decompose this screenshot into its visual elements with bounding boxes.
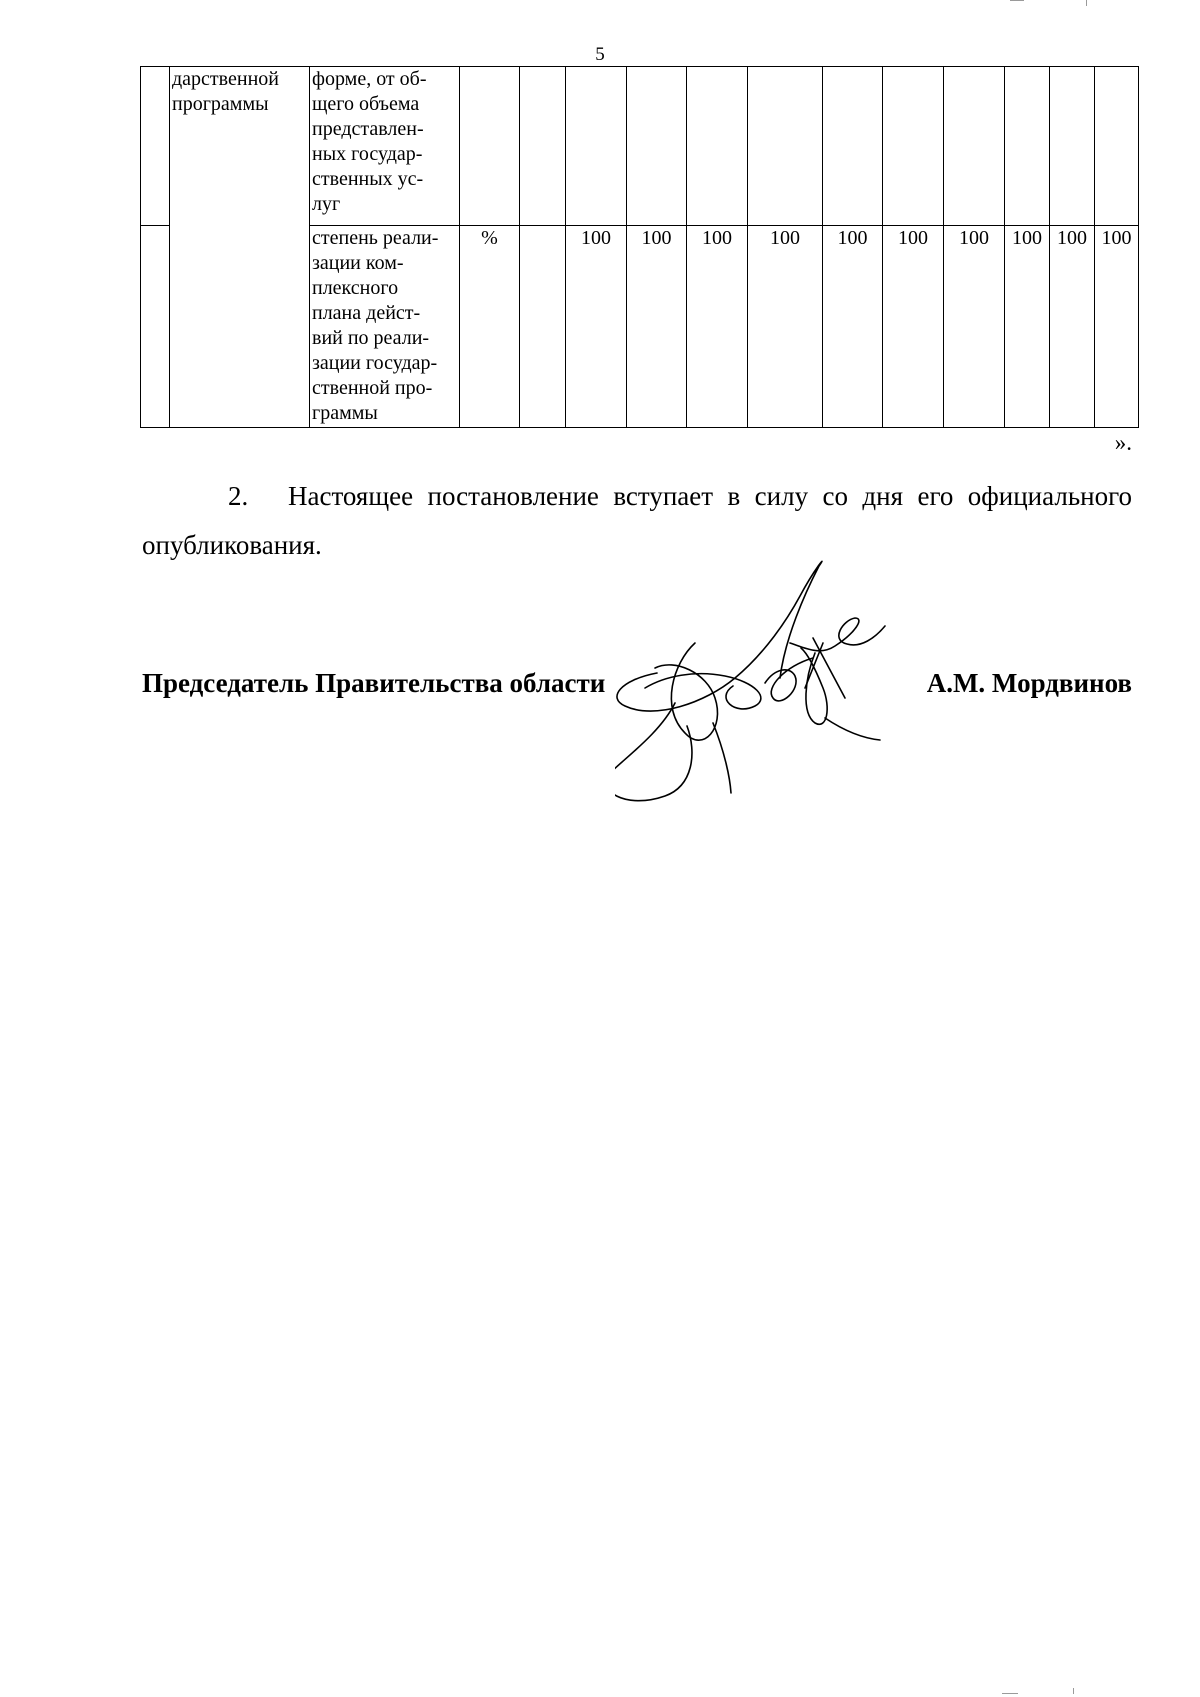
table-cell	[141, 226, 170, 428]
indicators-table	[140, 66, 1139, 428]
value-cell	[687, 67, 748, 226]
paragraph-text: Настоящее постановление вступает в силу со дня его официального опубликования.	[142, 481, 1132, 560]
value-cell: 100	[823, 226, 883, 428]
value-cell	[823, 67, 883, 226]
value-cell: 100	[627, 226, 687, 428]
value-cell: 100	[687, 226, 748, 428]
indicator-cell: степень реали- зации ком- плексного плана дейст- вий по реали- зации государ- ственной про- граммы	[310, 226, 460, 428]
handwritten-signature	[615, 548, 915, 808]
value-cell: 100	[748, 226, 823, 428]
signatory-name: А.М. Мордвинов	[926, 668, 1132, 698]
value-cell	[1005, 67, 1050, 226]
indicator-cell: форме, от об- щего объема представлен- ных государ- ственных ус- луг	[310, 67, 460, 226]
unit-cell	[460, 67, 520, 226]
value-cell: 100	[1095, 226, 1139, 428]
value-cell	[566, 67, 627, 226]
table-cell	[141, 67, 170, 226]
value-cell: 100	[883, 226, 944, 428]
value-cell	[748, 67, 823, 226]
scan-mark	[1010, 0, 1024, 1]
value-cell	[1050, 67, 1095, 226]
value-cell	[944, 67, 1005, 226]
program-cell: дарственной программы	[170, 67, 310, 428]
scan-mark	[1002, 1693, 1018, 1694]
value-cell: 100	[944, 226, 1005, 428]
value-cell	[520, 226, 566, 428]
value-cell	[1095, 67, 1139, 226]
table-row	[141, 67, 1139, 226]
value-cell: 100	[1005, 226, 1050, 428]
value-cell: 100	[1050, 226, 1095, 428]
paragraph-number: 2.	[228, 481, 249, 511]
scan-mark	[1086, 0, 1087, 6]
scan-mark	[1073, 1688, 1074, 1694]
signatory-title: Председатель Правительства области	[142, 668, 606, 698]
value-cell	[520, 67, 566, 226]
value-cell	[883, 67, 944, 226]
value-cell	[627, 67, 687, 226]
unit-cell: %	[460, 226, 520, 428]
page-number: 5	[595, 44, 605, 65]
value-cell: 100	[566, 226, 627, 428]
closing-quote: ».	[1114, 430, 1132, 455]
